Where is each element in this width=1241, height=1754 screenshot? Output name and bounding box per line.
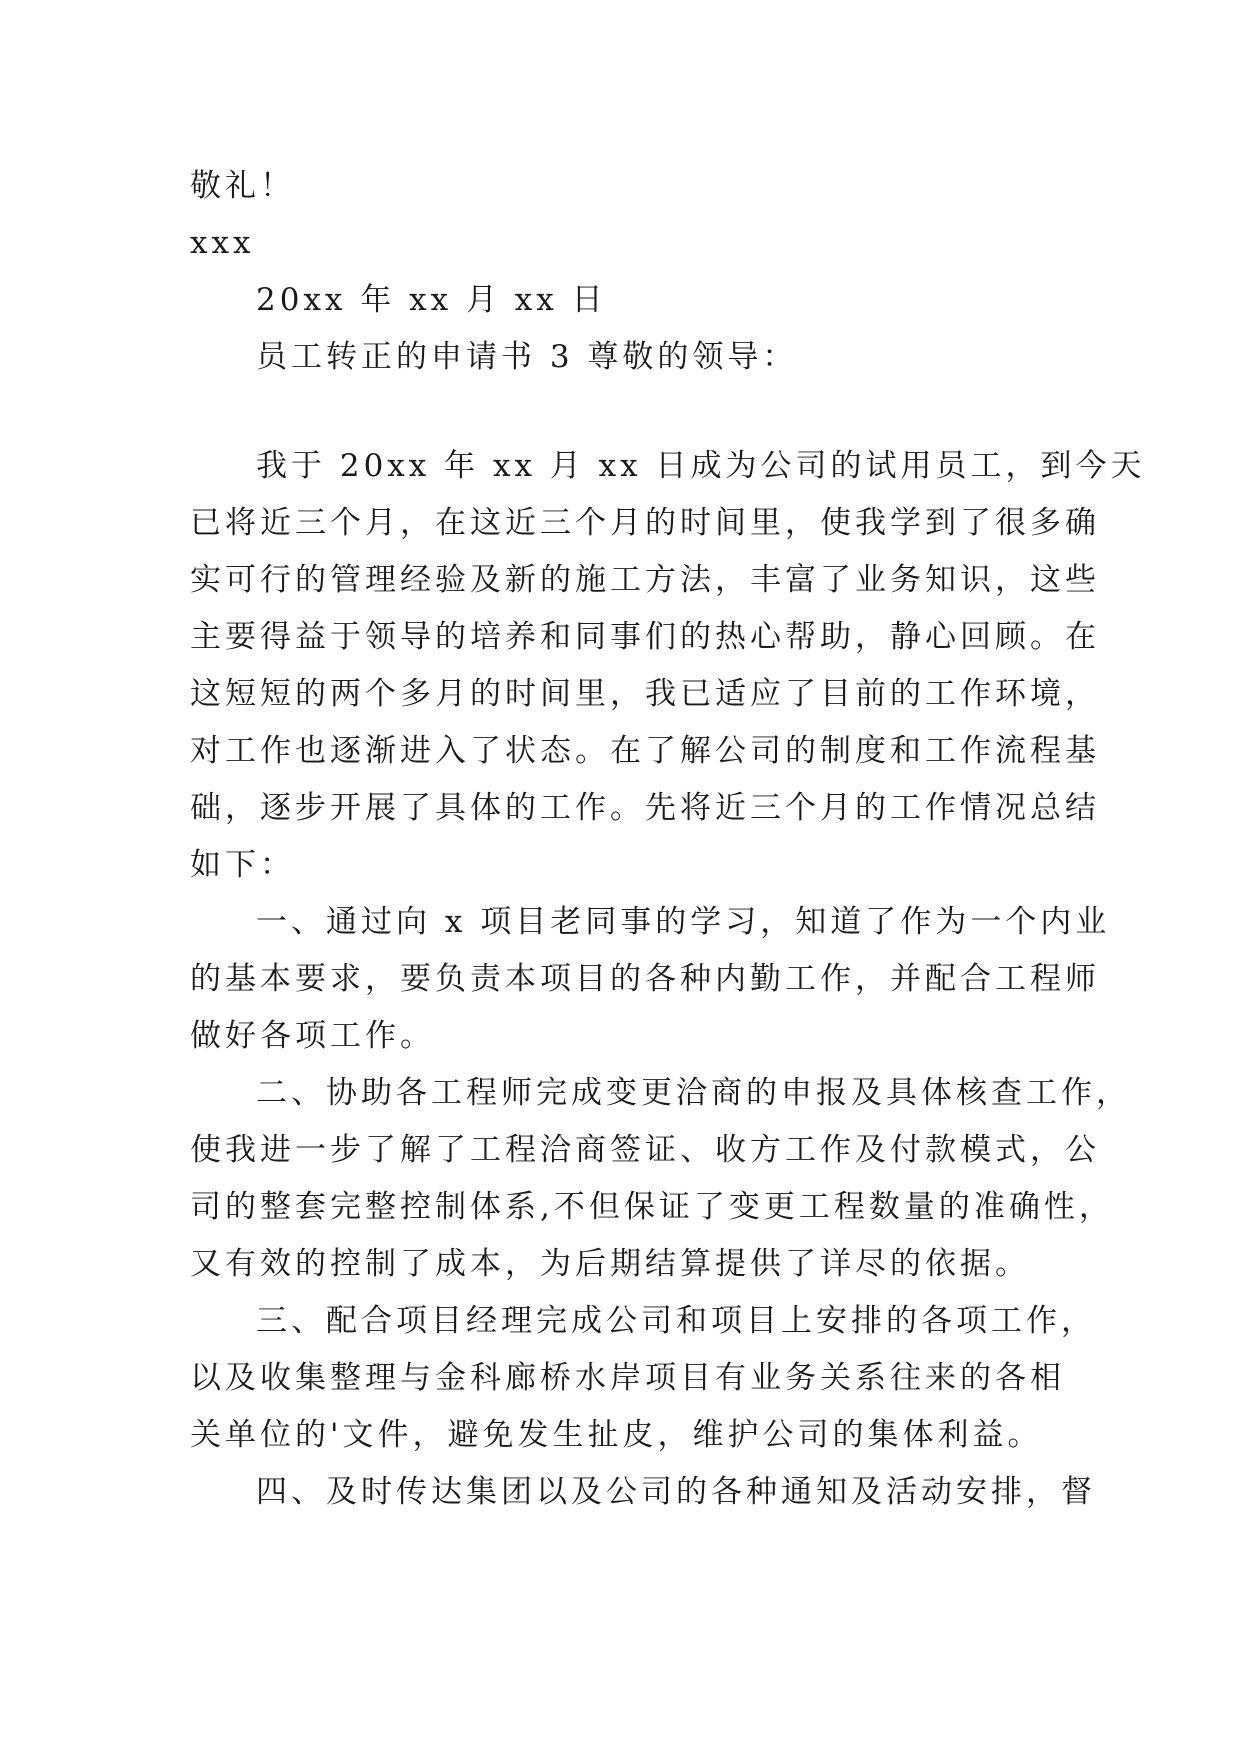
paragraph-line: 使我进一步了解了工程洽商签证、收方工作及付款模式，公 <box>190 1132 1100 1168</box>
paragraph-line: 的基本要求，要负责本项目的各种内勤工作，并配合工程师 <box>190 961 1100 997</box>
signature: xxx <box>190 225 255 261</box>
paragraph-line: 又有效的控制了成本，为后期结算提供了详尽的依据。 <box>190 1246 1030 1282</box>
paragraph-line: 已将近三个月，在这近三个月的时间里，使我学到了很多确 <box>190 505 1100 541</box>
paragraph-line: 四、及时传达集团以及公司的各种通知及活动安排，督 <box>256 1474 1096 1510</box>
paragraph-line: 对工作也逐渐进入了状态。在了解公司的制度和工作流程基 <box>190 733 1100 769</box>
paragraph-line: 实可行的管理经验及新的施工方法，丰富了业务知识，这些 <box>190 562 1100 598</box>
paragraph-line: 司的整套完整控制体系,不但保证了变更工程数量的准确性， <box>190 1189 1114 1225</box>
closing-salutation: 敬礼！ <box>190 168 295 204</box>
paragraph-line: 二、协助各工程师完成变更洽商的申报及具体核查工作， <box>256 1075 1131 1111</box>
paragraph-line: 我于 20xx 年 xx 月 xx 日成为公司的试用员工，到今天 <box>256 448 1146 484</box>
paragraph-line: 主要得益于领导的培养和同事们的热心帮助，静心回顾。在 <box>190 619 1100 655</box>
letter-heading: 员工转正的申请书 3 尊敬的领导： <box>256 339 798 375</box>
date-line: 20xx 年 xx 月 xx 日 <box>256 282 607 318</box>
paragraph-line: 做好各项工作。 <box>190 1018 435 1054</box>
paragraph-line: 以及收集整理与金科廊桥水岸项目有业务关系往来的各相 <box>190 1360 1065 1396</box>
paragraph-line: 关单位的'文件，避免发生扯皮，维护公司的集体利益。 <box>190 1417 1043 1453</box>
paragraph-line: 这短短的两个多月的时间里，我已适应了目前的工作环境， <box>190 676 1100 712</box>
paragraph-line: 础，逐步开展了具体的工作。先将近三个月的工作情况总结 <box>190 790 1100 826</box>
paragraph-line: 三、配合项目经理完成公司和项目上安排的各项工作， <box>256 1303 1096 1339</box>
paragraph-line: 一、通过向 x 项目老同事的学习，知道了作为一个内业 <box>256 904 1111 940</box>
paragraph-line: 如下： <box>190 847 295 883</box>
